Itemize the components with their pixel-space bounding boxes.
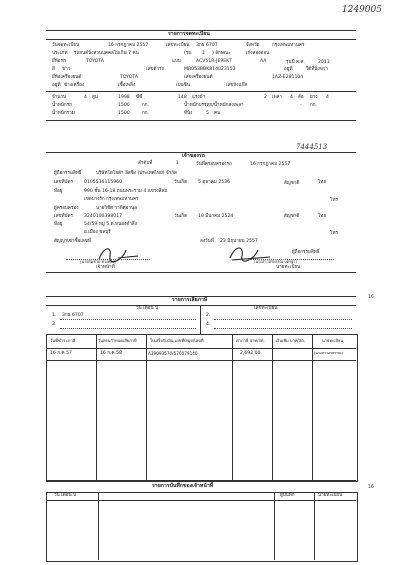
nat-label: สัญชาติ — [284, 181, 300, 186]
plate-value: 3กธ 6707 — [196, 43, 218, 48]
officer2-name: (นางสาวอรพรรณ บุตรฐา) — [254, 259, 297, 264]
addr-line1: 990 ชั้น 16-18 ถนนพระราม 4 แขวงสีลม — [84, 189, 168, 194]
chassis-pos-label: อยู่ที่ — [284, 67, 293, 72]
tax-col-3 — [232, 334, 233, 480]
tax-r4-no: 4. — [206, 322, 211, 327]
tax-r1-line — [60, 319, 196, 320]
type-label: ประเภท — [52, 51, 68, 56]
reg-date-label: วันจดทะเบียน — [52, 43, 80, 48]
color-value: ขาว — [62, 67, 71, 72]
poss-dob-value: 19 มีนาคม 2524 — [198, 214, 234, 219]
tax-row-rule — [46, 360, 356, 361]
color-label: สี — [52, 67, 55, 72]
fuel-value: เบนซิน — [176, 83, 190, 88]
year-value: 2013 — [318, 60, 330, 65]
sign-date-value: 23 มิถุนายน 2557 — [220, 239, 258, 244]
poss-addr-line1: 54/59 หมู่ 5 ต.หนองตำลึง — [84, 222, 137, 227]
tax-heading-rule — [46, 305, 356, 306]
type-value: รถยนต์นั่งส่วนบุคคลไม่เกิน 7 คน — [74, 51, 139, 56]
section1-heading: รายการจดทะเบียน — [168, 31, 210, 37]
load-unit: กก. — [310, 103, 318, 108]
addr-line2: เขตบางรัก กรุงเทพมหานคร — [84, 197, 139, 202]
notes-heading: รายการบันทึกของเจ้าหน้าที่ — [152, 483, 214, 489]
poss-dob-label: วันเกิด — [174, 214, 188, 219]
chassis-pos-value: ใต้ที่นั่งขวา — [306, 67, 328, 72]
reg-date-value: 16 กรกฎาคม 2557 — [108, 43, 149, 48]
tax-h-due: วันครบกำหนดเสียภาษี — [98, 338, 137, 343]
seats-value: 5 — [206, 111, 209, 116]
tax-row-receipt: A39093570/570079140 — [148, 351, 198, 356]
tax-col-5 — [312, 334, 313, 480]
model-label: แบบ — [172, 59, 181, 64]
w-net-unit: กก. — [142, 103, 150, 108]
fuel-label: เชื้อเพลิง — [118, 83, 136, 88]
order-value: 1 — [176, 161, 179, 166]
tax-page-number: 16 — [368, 295, 374, 300]
tax-h-paid: วันที่ชำระภาษี — [50, 338, 76, 343]
owner-date-value: 16 กรกฎาคม 2557 — [250, 162, 291, 167]
tax-r3-line — [60, 328, 196, 329]
tax-h-receipt: ใบเสร็จรับเงิน เลขที่/สมุด/เลขที่ — [150, 338, 204, 343]
tax-r2-line — [214, 319, 352, 320]
engine-pos-label: อยู่ที่ — [52, 83, 61, 88]
possessor-value: นายวิชิต วาทิศอานุล — [96, 206, 137, 211]
owner-heading: เจ้าของรถ — [182, 153, 205, 159]
year-label: รุ่นปี ค.ศ. — [286, 60, 305, 65]
wheels-label: ล้อ — [298, 95, 304, 100]
w-net-label: น้ำหนักรถ — [52, 103, 72, 108]
holder-label: ผู้ถือกรรมสิทธิ์ — [54, 171, 82, 176]
w-total-value: 1500 — [118, 111, 130, 116]
province-value: กรุงเทพมหานคร — [272, 43, 305, 48]
axle-value: 2 — [264, 95, 267, 100]
notes-col-1 — [98, 492, 99, 560]
tax-heading: รายการเสียภาษี — [172, 297, 208, 303]
cc-label: ซีซี — [136, 95, 143, 100]
poss-id-value: 3240100398017 — [84, 214, 122, 219]
holder-sig-label: ผู้ถือกรรมสิทธิ์ — [292, 250, 320, 255]
tax-r4-line — [214, 328, 352, 329]
load-label: น้ำหนักบรรทุก/น้ำหนักลงเพลา — [184, 103, 244, 108]
tax-col-4 — [272, 334, 273, 480]
officer1-title: เจ้าหน้าที่ — [96, 265, 115, 270]
poss-addr-line2: อ.เมือง ชลบุรี — [84, 230, 111, 235]
engine-pos-value: ข้างเครื่อง — [64, 83, 85, 88]
tax-col-2 — [146, 334, 147, 480]
char-label: ) ลักษณะ — [212, 51, 231, 56]
tax-row-due: 16 ก.ค.58 — [100, 351, 122, 356]
hp-label: แรงม้า — [192, 95, 206, 100]
document-number: 1249005 — [341, 5, 382, 15]
poss-phone-label: โทร — [330, 231, 338, 236]
holder-dob-label: วันเกิด — [174, 180, 188, 185]
engine-no-value: 1AZ-E281104 — [272, 75, 304, 80]
notes-page-number: 16 — [368, 485, 374, 490]
section1-heading-rule — [46, 39, 356, 40]
holder-id-label: เลขที่บัตร — [54, 180, 73, 185]
holder-dob-value: 5 ตุลาคม 2536 — [198, 180, 231, 185]
section1-mid-rule — [46, 91, 356, 92]
officer2-title: นายทะเบียน — [276, 265, 301, 270]
tax-row-paid: 16 ก.ค.57 — [50, 351, 72, 356]
engine-brand-value: TOYOTA — [120, 75, 138, 80]
seats-label: ที่นั่ง — [184, 111, 193, 116]
sequence-number: 7444513 — [296, 143, 328, 151]
hire-label: สัญญาเช่าซื้อเลขที่ — [54, 239, 91, 244]
w-net-value: 1500 — [118, 103, 130, 108]
owner-date-label: วันที่ครอบครองรถ — [196, 162, 232, 167]
tax-h-fine: เงินเพิ่ม บาท/สต. — [276, 338, 306, 343]
gas-label: เลขถังแก๊ส — [226, 83, 248, 88]
tax-r3-no: 3. — [52, 322, 57, 327]
tax-col-1 — [96, 334, 97, 480]
cyl-unit: สูบ — [92, 95, 98, 100]
sign-date-label: ลงวันที่ — [200, 239, 214, 244]
notes-table — [46, 492, 358, 562]
plate-label: เลขทะเบียน — [166, 43, 190, 48]
aa-value: AA — [260, 59, 267, 64]
poss-nat-label: สัญชาติ — [284, 214, 300, 219]
addr-label: ที่อยู่ — [54, 189, 63, 194]
hp-value: 148 — [178, 95, 187, 100]
notes-col-2 — [274, 492, 275, 560]
char-value: เก๋งสองตอน — [246, 51, 270, 56]
poss-nat-value: ไทย — [318, 214, 327, 219]
notes-col-sign: ผู้บันทึก — [280, 493, 295, 498]
notes-col-3 — [314, 492, 315, 560]
chassis-value: MR053BBK814023153 — [184, 67, 236, 72]
chassis-label: เลขตัวรถ — [146, 67, 165, 72]
order-label: ลำดับที่ — [138, 161, 153, 166]
poss-addr-label: ที่อยู่ — [54, 222, 63, 227]
engine-brand-label: ยี่ห้อเครื่องยนต์ — [52, 75, 82, 80]
province-label: จังหวัด — [246, 43, 260, 48]
officer1-name: (นายสมชาย ทวงทอง) — [80, 259, 117, 264]
tax-row-sign: (นางสาวอรพรรณ) — [314, 351, 343, 355]
rs-value: 1 — [202, 51, 205, 56]
notes-header-rule — [46, 500, 356, 501]
model-value: ACV51R-JEPEKT — [196, 59, 232, 64]
tyres-value: 4 — [326, 95, 329, 100]
tax-col-plate: เลขทะเบียน — [254, 306, 278, 311]
seats-unit: คน — [214, 111, 221, 116]
tax-col-date: วัน เดือน ปี — [136, 306, 159, 311]
nat-value: ไทย — [318, 180, 327, 185]
rs-label: (รย. — [184, 51, 193, 56]
brand-value: TOYOTA — [86, 59, 104, 64]
holder-value: บริษัทโตโยต้า ลีสซิ่ง (ประเทศไทย) จำกัด — [96, 171, 177, 176]
tax-col-divider — [200, 305, 201, 335]
section1-bottom-rule — [46, 120, 356, 121]
tyres-label: ยาง — [310, 95, 318, 100]
axle-label: เพลา — [272, 95, 282, 100]
notes-col-date: วัน เดือน ปี — [54, 493, 77, 498]
possessor-label: ผู้ครอบครอง — [54, 206, 79, 211]
tax-r2-no: 2. — [206, 313, 211, 318]
cyl-value: 4 — [84, 95, 87, 100]
tax-r1-plate: 3กธ 6707 — [62, 313, 84, 318]
poss-id-label: เลขที่บัตร — [54, 214, 73, 219]
cc-value: 1998 — [118, 95, 130, 100]
tax-table-header-rule — [46, 348, 356, 349]
w-total-label: น้ำหนักรวม — [52, 111, 75, 116]
section2-bottom-rule — [46, 272, 356, 273]
wheels-value: 4 — [290, 95, 293, 100]
tax-h-tax: ค่าภาษี บาท/สต. — [236, 338, 265, 343]
notes-col-registrar: นายทะเบียน — [318, 493, 343, 498]
holder-id-value: 0105536115960 — [84, 180, 122, 185]
w-total-unit: กก. — [142, 111, 150, 116]
tax-r1-no: 1. — [52, 313, 57, 318]
load-value: - — [300, 103, 302, 108]
phone-label: โทร — [330, 198, 338, 203]
tax-h-sign: นายทะเบียน — [322, 338, 344, 343]
notes-top-rule — [46, 480, 356, 481]
engine-no-label: เลขเครื่องยนต์ — [184, 75, 213, 80]
brand-label: ยี่ห้อรถ — [52, 59, 66, 64]
cyl-label: จำนวน — [52, 95, 67, 100]
tax-row-tax: 2,692.00 — [240, 351, 261, 356]
